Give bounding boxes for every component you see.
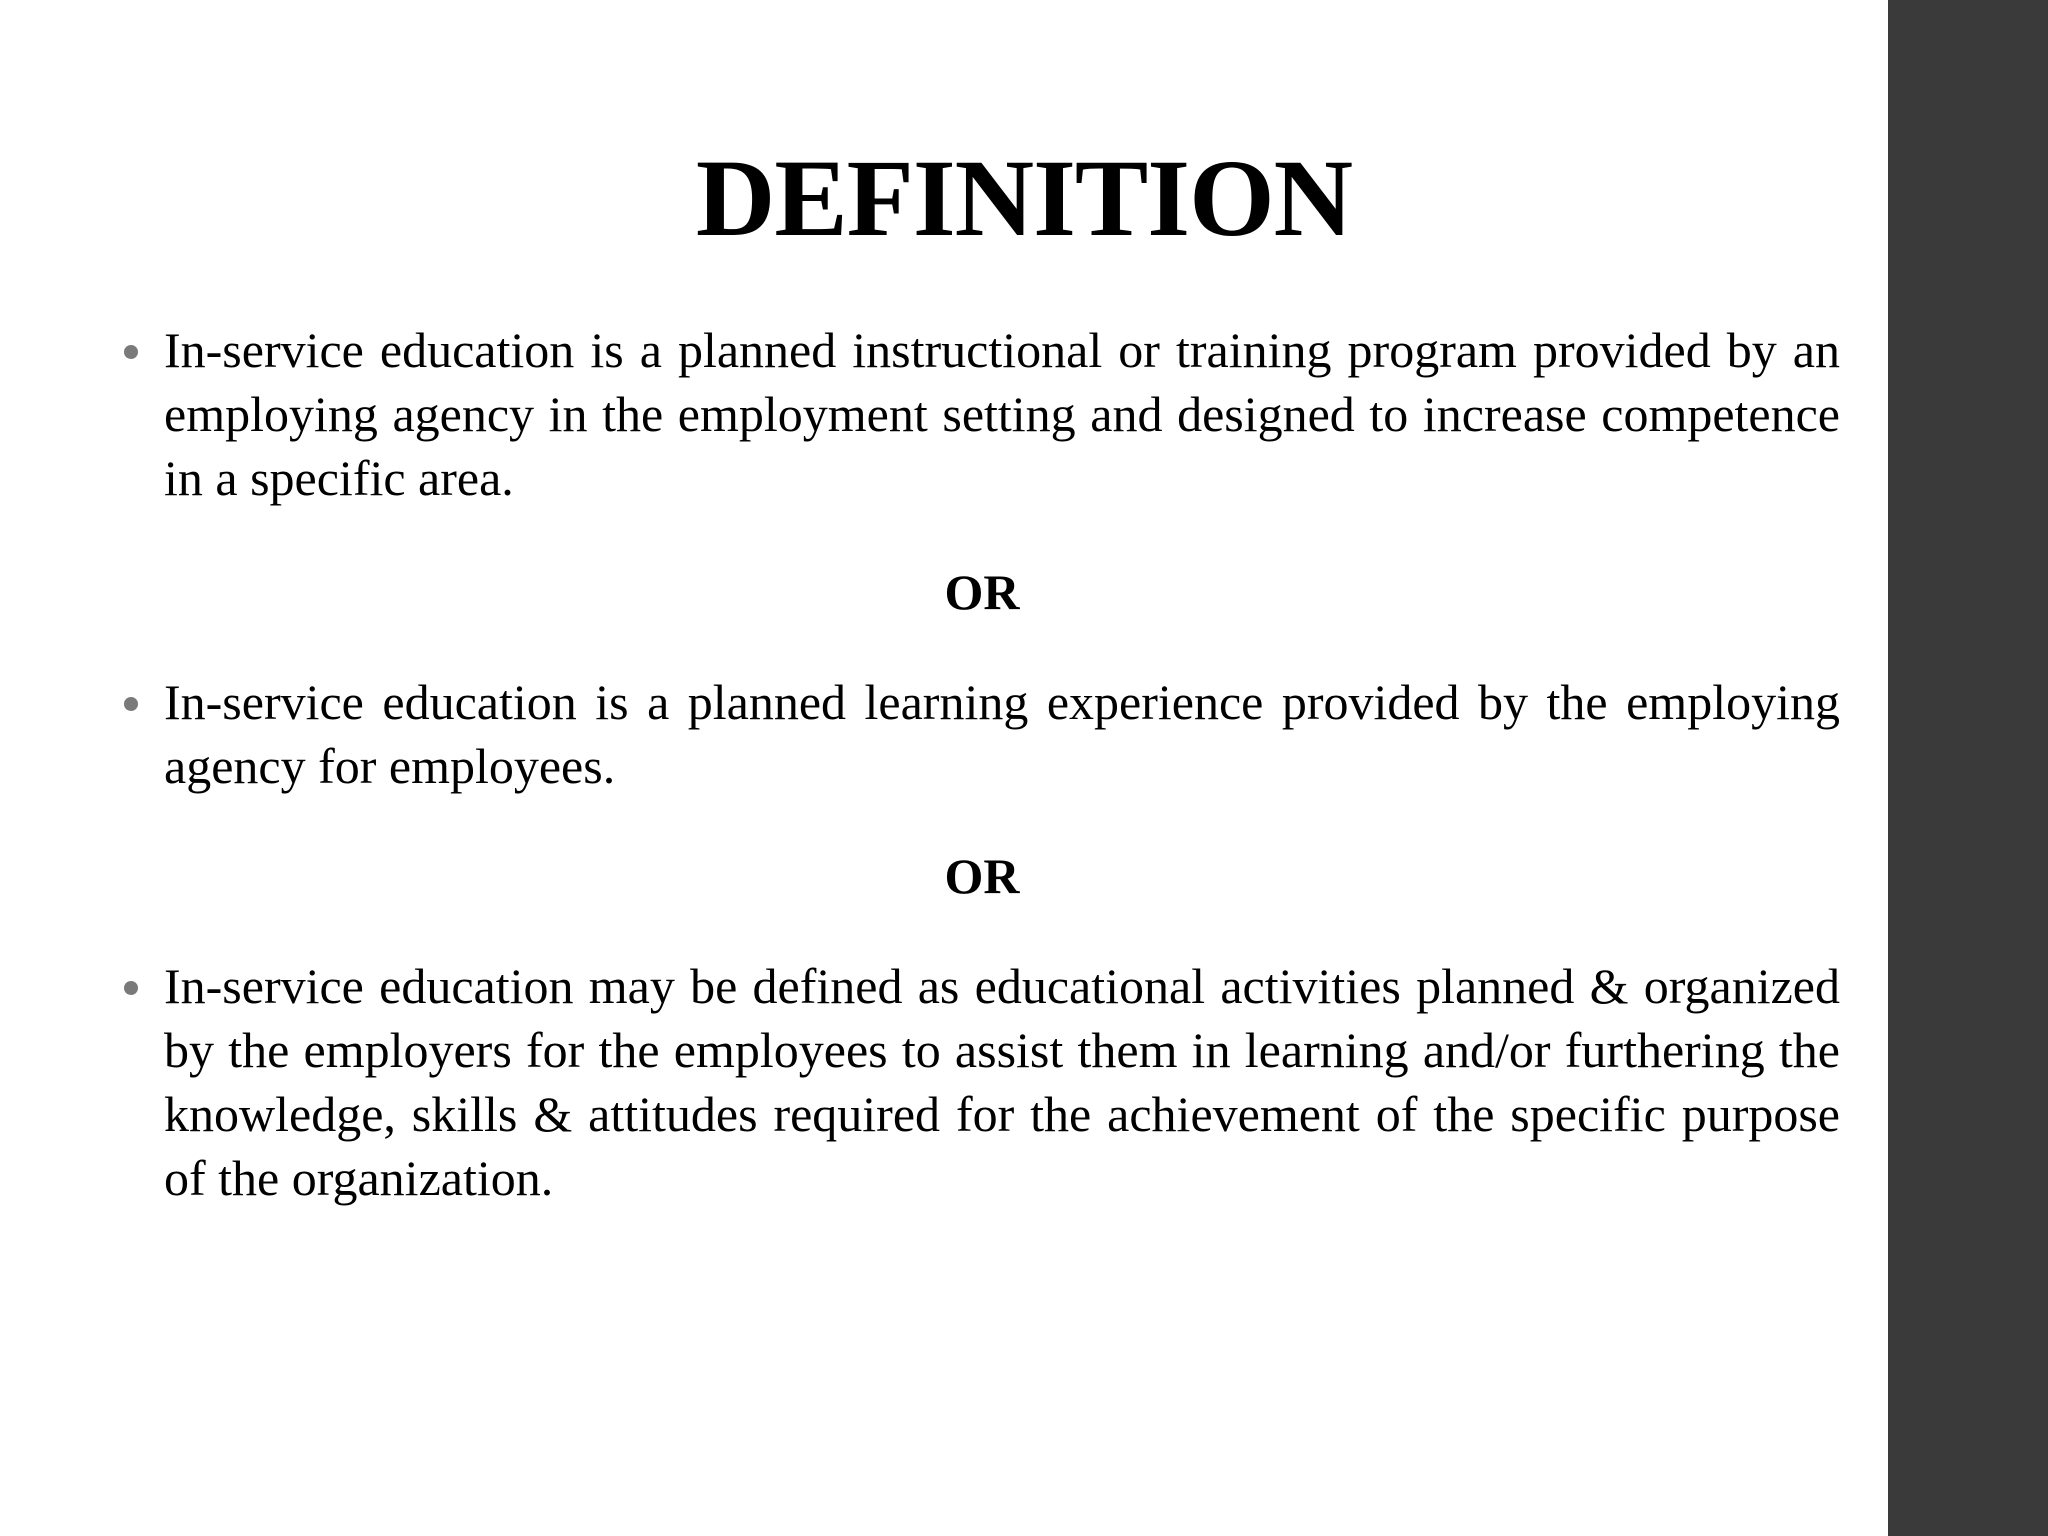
definition-bullet-2: In-service education is a planned learning experience provided by the employing agency for employees.: [164, 674, 1840, 794]
or-separator-1: OR: [944, 564, 1020, 620]
slide-title: DEFINITION: [695, 137, 1353, 259]
bullet-icon: [124, 697, 138, 711]
bullet-icon: [124, 981, 138, 995]
definition-bullet-1: In-service education is a planned instructional or training program provided by an employing agency in the employment setting and designed to increase competence in a specific area.: [164, 322, 1840, 506]
or-separator-2: OR: [944, 848, 1020, 904]
side-bar: [1888, 0, 2048, 1536]
definition-bullet-3: In-service education may be defined as educational activities planned & organized by the employers for the employees to assist them in learning and/or furthering the knowledge, skills & attitudes required for the achievement of the specific purpose of the organization.: [164, 958, 1840, 1206]
bullet-icon: [124, 345, 138, 359]
